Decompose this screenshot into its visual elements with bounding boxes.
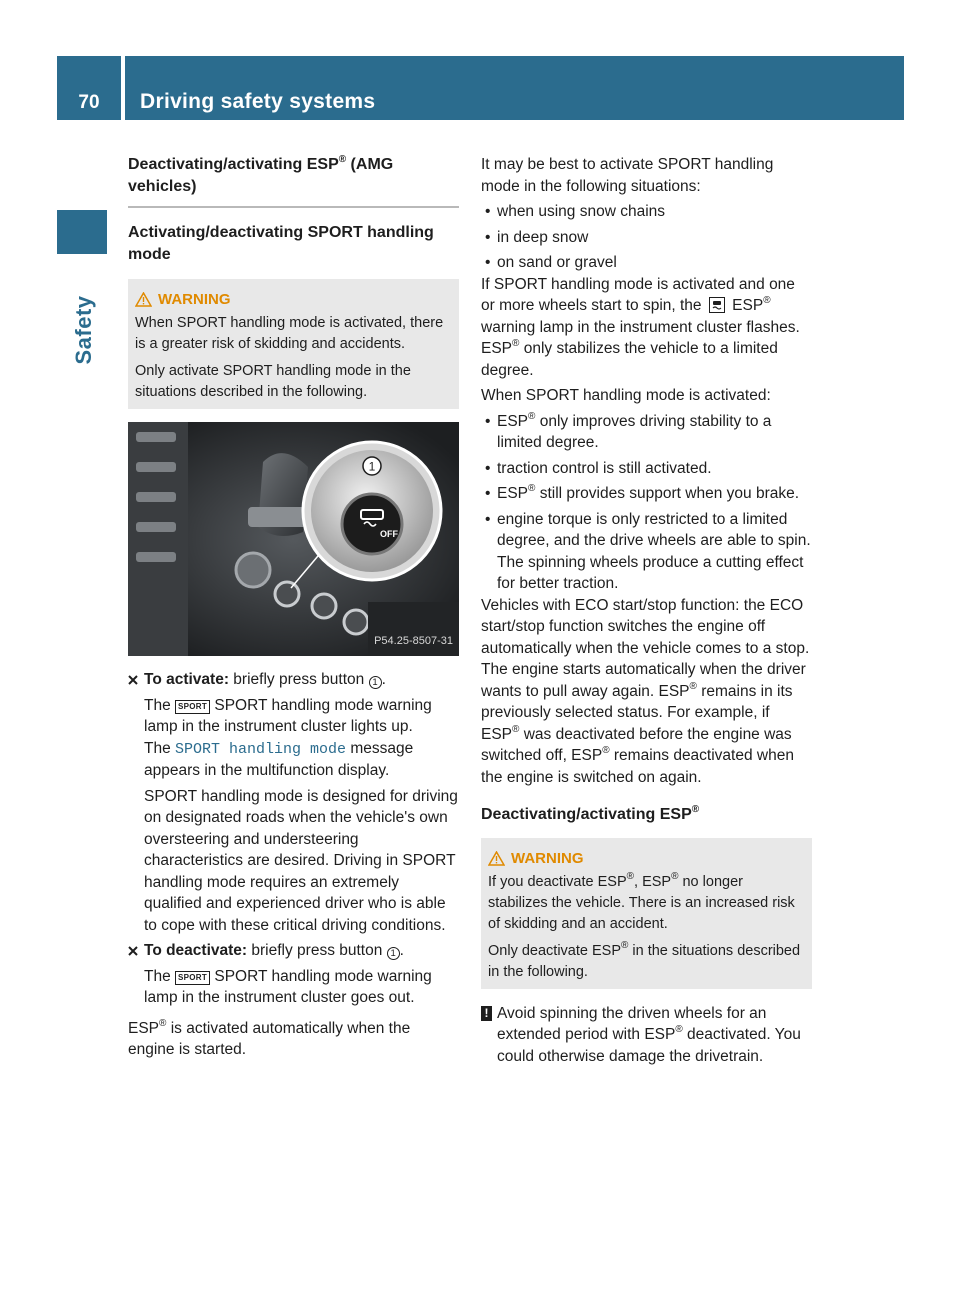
warning-text-2: Only activate SPORT handling mode in the situations described in the following.: [135, 363, 411, 400]
list-item: • in deep snow: [481, 227, 812, 249]
photo-off-label: OFF: [380, 529, 398, 539]
list-item: • on sand or gravel: [481, 252, 812, 274]
esp-warning-lamp-icon: [709, 297, 725, 313]
list-item: • ESP® still provides support when you brake.: [481, 483, 812, 505]
exclamation-icon: !: [481, 1006, 492, 1021]
photo-callout-1: 1: [368, 459, 376, 474]
photo-reference-code: P54.25-8507-31: [374, 634, 453, 647]
warning-box-esp: [481, 838, 812, 989]
warning-text-2: Only deactivate ESP® in the situations described in the following.: [488, 939, 801, 980]
heading-sport-handling: Activating/deactivating SPORT handling mode: [128, 224, 434, 263]
drivetrain-note: ! Avoid spinning the driven wheels for an extended period with ESP® deactivated. You could otherwise damage the drivetrain.: [481, 1003, 812, 1068]
section-title: Driving safety systems: [140, 90, 376, 113]
console-illustration: [128, 422, 459, 656]
display-message: SPORT handling mode: [175, 740, 347, 758]
heading-rule: [128, 206, 459, 208]
warning-text-1: If you deactivate ESP®, ESP® no longer stabilizes the vehicle. There is an increased risk of skidding and an accident.: [488, 870, 795, 932]
warning-triangle-icon: [135, 292, 152, 307]
heading-deactivating-esp-amg: Deactivating/activating ESP® (AMG vehicles): [128, 154, 394, 195]
step-arrow-icon: [128, 946, 138, 956]
sport-lamp-icon: SPORT: [175, 700, 210, 714]
warning-triangle-icon: [488, 851, 505, 866]
list-item: • engine torque is only restricted to a limited degree, and the drive wheels are able to spin. The spinning wheels produce a cutting effect for better traction.: [481, 509, 812, 595]
button-ref-1: 1: [369, 676, 382, 689]
warning-box-sport: [128, 279, 459, 409]
sport-mode-description: SPORT handling mode is designed for driving on designated roads when the vehicle's own oversteering and understeering characteristics are desired. Driving in SPORT handling mode requires an extremely qualified and experienced driver who is able to cope with these critical driving conditions.: [144, 787, 458, 934]
warning-text-1: When SPORT handling mode is activated, there is a greater risk of skidding and accidents.: [135, 315, 444, 352]
warning-header: WARNING: [135, 289, 452, 310]
activated-intro: When SPORT handling mode is activated:: [481, 387, 771, 404]
step-deactivate: To deactivate: briefly press button 1 . The SPORT SPORT handling mode warning lamp in the instrument cluster goes out.: [128, 940, 459, 1009]
list-item: • traction control is still activated.: [481, 458, 812, 480]
side-tab-label: Safety: [71, 295, 96, 365]
list-item: • when using snow chains: [481, 201, 812, 223]
button-ref-1: 1: [387, 947, 400, 960]
center-console-photo: [128, 422, 459, 656]
right-column: [481, 154, 812, 1067]
eco-start-stop-paragraph: Vehicles with ECO start/stop function: the ECO start/stop function switches the engine off automatically when the vehicle comes to a stop. The engine starts automatically when the driver wants to pull away again. ESP® remains in its previously selected status. For example, if ESP® was deactivated before the engine was switched off, ESP® remains deactivated when the engine is switched on again.: [481, 596, 810, 786]
side-tab-marker: [57, 210, 107, 254]
esp-auto-activation: ESP® is activated automatically when the engine is started.: [128, 1017, 411, 1058]
header-divider: [121, 56, 125, 120]
step-arrow-icon: [128, 675, 138, 685]
left-column: [128, 154, 459, 1061]
wheel-spin-paragraph: If SPORT handling mode is activated and one or more wheels start to spin, the ESP® warning lamp in the instrument cluster flashes. ESP® only stabilizes the vehicle to a limited degree.: [481, 275, 800, 379]
sport-lamp-icon: SPORT: [175, 971, 210, 985]
warning-header: WARNING: [488, 848, 805, 869]
situations-intro: It may be best to activate SPORT handling mode in the following situations:: [481, 156, 774, 195]
heading-deactivating-esp: Deactivating/activating ESP®: [481, 804, 700, 823]
list-item: • ESP® only improves driving stability to a limited degree.: [481, 411, 812, 454]
page-number: 70: [78, 92, 100, 113]
step-activate: To activate: briefly press button 1 . The SPORT SPORT handling mode warning lamp in the instrument cluster lights up. The SPORT handling mode message appears in the multifunction display. SPORT handling mode is designed for driving on designated roads when the vehicle's own oversteering and understeering characteristics are desired. Driving in SPORT handling mode requires an extremely qualified and experienced driver who is able to cope with these critical driving conditions.: [128, 669, 459, 936]
